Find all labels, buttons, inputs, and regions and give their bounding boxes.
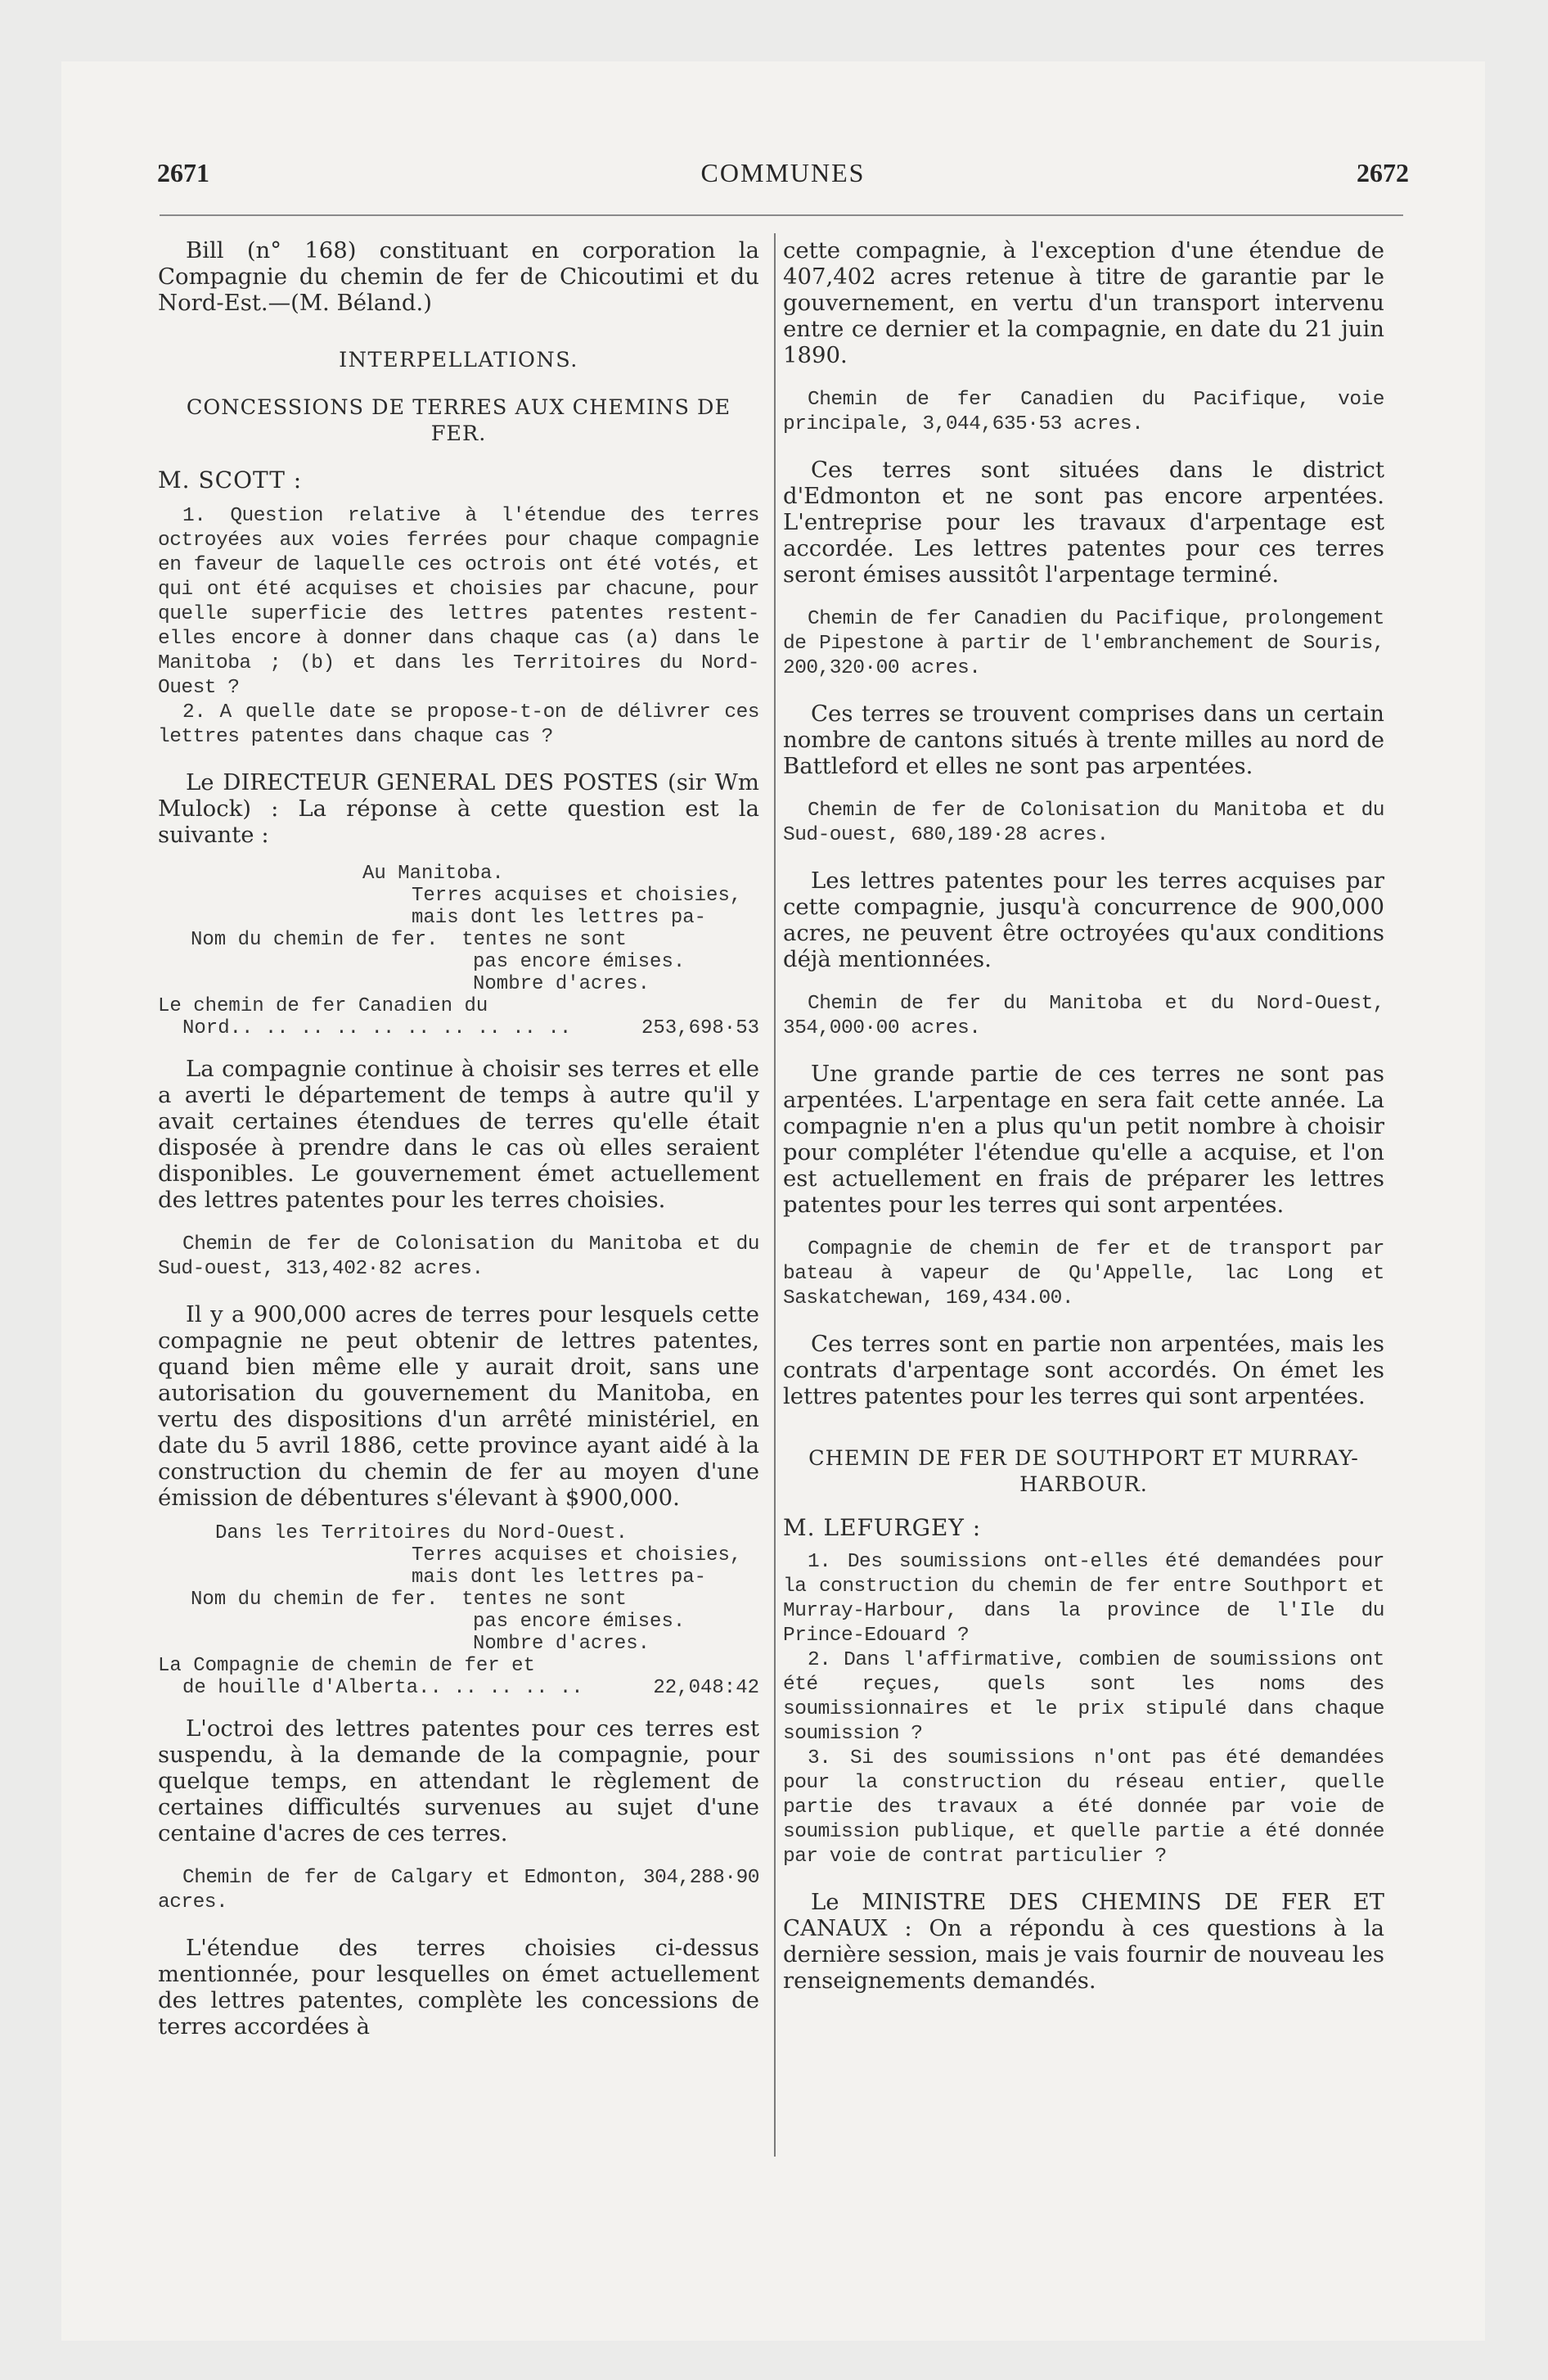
- table-row: [158, 1017, 759, 1039]
- table-entry-name: La Compagnie de chemin de fer et: [158, 1655, 535, 1677]
- table-header-line: Terres acquises et choisies,: [412, 885, 742, 907]
- table-header-line: Nombre d'acres.: [473, 973, 650, 995]
- table-entry-name: Le chemin de fer Canadien du: [158, 995, 488, 1017]
- question-1: 1. Question relative à l'étendue des terres octroyées aux voies ferrées pour chaque compagnie en faveur de laquelle ces octrois ont été votés, et qui ont été acquises et choisies par chacune, pour quelle superficie des lettres patentes restent-elles encore à donner dans chaque cas (a) dans le Manitoba ; (b) et dans les Territoires du Nord-Ouest ?: [158, 505, 759, 699]
- table-entry-value: 253,698·53: [641, 1017, 759, 1039]
- table-region: Dans les Territoires du Nord-Ouest.: [215, 1522, 628, 1544]
- paragraph-colonisation-manitoba: Chemin de fer de Colonisation du Manitoba et du Sud-ouest, 313,402·82 acres.: [158, 1233, 759, 1280]
- land-table-manitoba: [158, 863, 759, 1039]
- paragraph-quappelle: Compagnie de chemin de fer et de transport par bateau à vapeur de Qu'Appelle, lac Long et Saskatchewan, 169,434.00.: [783, 1238, 1384, 1309]
- paragraph-district-edmonton: Ces terres sont situées dans le district d'Edmonton et ne sont pas encore arpentées. L'entreprise pour les travaux d'arpentage est accordée. Les lettres patentes pour ces terres seront émises aussitôt l'arpentage terminé.: [783, 457, 1384, 588]
- interpellations-heading: INTERPELLATIONS.: [339, 348, 578, 372]
- paragraph-continuation: cette compagnie, à l'exception d'une étendue de 407,402 acres retenue à titre de garantie par le gouvernement, en vertu d'un transport intervenu entre ce dernier et la compagnie, en date du 21 juin 1890.: [783, 237, 1384, 368]
- question-2: 2. A quelle date se propose-t-on de délivrer ces lettres patentes dans chaque cas ?: [158, 701, 759, 748]
- table-header-line: mais dont les lettres pa-: [412, 1566, 707, 1589]
- paragraph-non-arpentees: Ces terres sont en partie non arpentées, mais les contrats d'arpentage sont accordés. On émet les lettres patentes pour les terres qui sont arpentées.: [783, 1331, 1384, 1409]
- table-col-name: Nom du chemin de fer.: [191, 929, 439, 951]
- paragraph-company-continues: La compagnie continue à choisir ses terres et elle a averti le département de temps à autre qu'il y avait certaines étendues de terres qu'elle était disposée à prendre dans le cas où elles seraient disponibles. Le gouvernement émet actuellement des lettres patentes pour les terres choisies.: [158, 1056, 759, 1213]
- paragraph-cp-voie-principale: Chemin de fer Canadien du Pacifique, voie principale, 3,044,635·53 acres.: [783, 389, 1384, 435]
- land-table-nwt: [158, 1522, 759, 1699]
- table-header-line: pas encore émises.: [473, 951, 686, 973]
- question-2-southport: 2. Dans l'affirmative, combien de soumissions ont été reçues, quels sont les noms des soumissionnaires et le prix stipulé dans chaque soumission ?: [783, 1649, 1384, 1745]
- left-column: [158, 237, 759, 2059]
- paragraph-cp-pipestone: Chemin de fer Canadien du Pacifique, prolongement de Pipestone à partir de l'embranchement de Souris, 200,320·00 acres.: [783, 608, 1384, 679]
- paragraph-colonisation-680189: Chemin de fer de Colonisation du Manitoba et du Sud-ouest, 680,189·28 acres.: [783, 800, 1384, 846]
- page-number-right: 2672: [1357, 158, 1409, 187]
- table-header-line: Terres acquises et choisies,: [412, 1544, 742, 1566]
- section-heading-concessions: CONCESSIONS DE TERRES AUX CHEMINS DE FER.: [186, 395, 731, 446]
- paragraph-900000-acres: Il y a 900,000 acres de terres pour lesquels cette compagnie ne peut obtenir de lettres patentes, quand bien même elle y aurait droit, sans une autorisation du gouvernement du Manitoba, en vertu des dispositions d'un arrêté ministériel, en date du 5 avril 1886, cette province ayant aidé à la construction du chemin de fer au moyen d'une émission de débentures s'élevant à $900,000.: [158, 1301, 759, 1511]
- speaker-scott: M. SCOTT :: [158, 467, 303, 494]
- table-header-line: tentes ne sont: [461, 929, 627, 951]
- column-divider: [774, 233, 776, 2157]
- header-rule: [160, 214, 1403, 216]
- paragraph-lettres-patentes: Les lettres patentes pour les terres acquises par cette compagnie, jusqu'à concurrence de 900,000 acres, ne peuvent être octroyées qu'aux conditions déjà mentionnées.: [783, 868, 1384, 972]
- answer-intro: Le DIRECTEUR GENERAL DES POSTES (sir Wm Mulock) : La réponse à cette question est la suivante :: [158, 769, 759, 848]
- paragraph-octroi-suspendu: L'octroi des lettres patentes pour ces terres est suspendu, à la demande de la compagnie, pour quelque temps, en attendant le règlement de certaines difficultés survenues au sujet d'une centaine d'acres de ces terres.: [158, 1715, 759, 1846]
- answer-ministre: Le MINISTRE DES CHEMINS DE FER ET CANAUX : On a répondu à ces questions à la dernière session, mais je vais fournir de nouveau les renseignements demandés.: [783, 1889, 1384, 1994]
- table-region: Au Manitoba.: [362, 863, 504, 885]
- speaker-lefurgey: M. LEFURGEY :: [783, 1514, 982, 1541]
- section-heading-southport: CHEMIN DE FER DE SOUTHPORT ET MURRAY-HARBOUR.: [808, 1446, 1359, 1497]
- table-entry-name: Nord.. .. .. .. .. .. .. .. .. ..: [182, 1017, 572, 1039]
- table-entry-value: 22,048:42: [653, 1677, 759, 1699]
- paragraph-grande-partie: Une grande partie de ces terres ne sont pas arpentées. L'arpentage en sera fait cette année. La compagnie n'en a plus qu'un petit nombre à choisir pour compléter l'étendue qu'elle a acquise, et l'on est actuellement en frais de préparer les lettres patentes pour les terres qui sont arpentées.: [783, 1061, 1384, 1218]
- table-header-line: mais dont les lettres pa-: [412, 907, 707, 929]
- table-row: [158, 1677, 759, 1699]
- bill-paragraph: Bill (n° 168) constituant en corporation la Compagnie du chemin de fer de Chicoutimi et du Nord-Est.—(M. Béland.): [158, 237, 759, 316]
- table-header-line: tentes ne sont: [461, 1589, 627, 1611]
- paragraph-etendue-choisies: L'étendue des terres choisies ci-dessus mentionnée, pour lesquelles on émet actuellement des lettres patentes, complète les concessions de terres accordées à: [158, 1935, 759, 2040]
- paragraph-calgary-edmonton: Chemin de fer de Calgary et Edmonton, 304,288·90 acres.: [158, 1867, 759, 1913]
- paragraph-manitoba-nord-ouest: Chemin de fer du Manitoba et du Nord-Ouest, 354,000·00 acres.: [783, 993, 1384, 1039]
- page-number-left: 2671: [157, 158, 209, 187]
- question-1-southport: 1. Des soumissions ont-elles été demandées pour la construction du chemin de fer entre Southport et Murray-Harbour, dans la province de l'Ile du Prince-Edouard ?: [783, 1551, 1384, 1647]
- right-column: [783, 237, 1384, 2013]
- paragraph-battleford: Ces terres se trouvent comprises dans un certain nombre de cantons situés à trente milles au nord de Battleford et elles ne sont pas arpentées.: [783, 701, 1384, 779]
- page-header: [157, 158, 1409, 191]
- running-title: COMMUNES: [700, 158, 866, 187]
- question-3-southport: 3. Si des soumissions n'ont pas été demandées pour la construction du réseau entier, quelle partie des travaux a été donnée par voie de soumission publique, et quelle partie a été donnée par voie de contrat particulier ?: [783, 1747, 1384, 1868]
- table-col-name: Nom du chemin de fer.: [191, 1589, 439, 1611]
- table-entry-name: de houille d'Alberta.. .. .. .. ..: [182, 1677, 583, 1699]
- table-header-line: Nombre d'acres.: [473, 1633, 650, 1655]
- table-header-line: pas encore émises.: [473, 1611, 686, 1633]
